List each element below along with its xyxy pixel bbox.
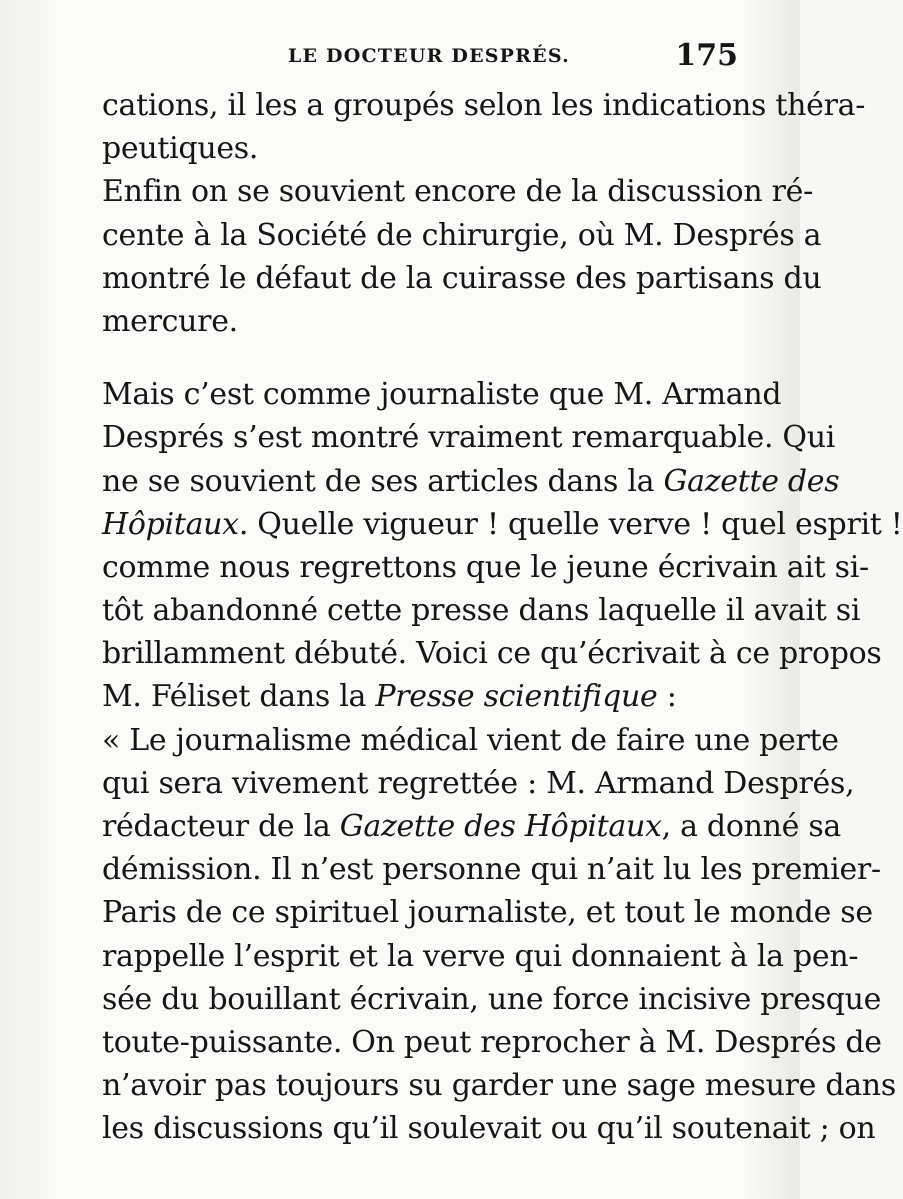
text-line: sée du bouillant écrivain, une force incisive presque xyxy=(102,981,882,1017)
text-line: « Le journalisme médical vient de faire une perte xyxy=(102,722,839,758)
text-line xyxy=(102,805,841,848)
page-number: 175 xyxy=(675,38,738,73)
text-line: Enfin on se souvient encore de la discussion ré- xyxy=(102,174,813,210)
text-run: , a donné sa xyxy=(661,809,841,844)
italic-title: Gazette des Hôpitaux xyxy=(339,809,662,844)
italic-title: Gazette des xyxy=(663,463,840,499)
text-line: Mais c’est comme journaliste que M. Armand xyxy=(102,377,782,413)
text-run: rédacteur de la xyxy=(102,809,340,844)
text-line: Paris de ce spirituel journaliste, et tout le monde se xyxy=(102,895,873,931)
body-text xyxy=(102,84,903,1151)
text-line: qui sera vivement regrettée : M. Armand Després, xyxy=(102,765,855,801)
text-run: . Quelle vigueur ! quelle verve ! quel esprit ! xyxy=(238,506,903,542)
text-line xyxy=(102,460,840,503)
paragraph-gap xyxy=(102,343,752,373)
italic-title: Presse scientifique xyxy=(375,679,658,715)
text-line: toute-puissante. On peut reprocher à M. Després de xyxy=(102,1024,882,1060)
text-line: peutiques. xyxy=(102,131,259,167)
text-run: : xyxy=(657,679,677,715)
text-run: M. Féliset dans la xyxy=(102,679,376,715)
text-line: les discussions qu’il soulevait ou qu’il soutenait ; on xyxy=(102,1111,876,1147)
running-title: LE DOCTEUR DESPRÉS. xyxy=(288,45,570,67)
text-line: cations, il les a groupés selon les indications théra- xyxy=(102,88,866,123)
text-line xyxy=(102,503,903,546)
text-line: cente à la Société de chirurgie, où M. Després a xyxy=(102,217,822,253)
text-line: rappelle l’esprit et la verve qui donnaient à la pen- xyxy=(102,938,859,974)
text-line: Després s’est montré vraiment remarquable. Qui xyxy=(102,420,836,456)
italic-title: Hôpitaux xyxy=(102,506,239,542)
text-line: comme nous regrettons que le jeune écrivain ait si- xyxy=(102,549,869,585)
text-line: brillamment débuté. Voici ce qu’écrivait à ce propos xyxy=(102,636,882,672)
text-line: démission. Il n’est personne qui n’ait lu les premier- xyxy=(102,852,881,888)
text-line: n’avoir pas toujours su garder une sage mesure dans xyxy=(102,1068,896,1104)
text-line: tôt abandonné cette presse dans laquelle il avait si xyxy=(102,593,861,629)
text-line: montré le défaut de la cuirasse des partisans du xyxy=(102,260,822,296)
text-line xyxy=(102,675,752,718)
text-run: ne se souvient de ses articles dans la xyxy=(102,463,664,499)
text-line: mercure. xyxy=(102,303,238,339)
page-header xyxy=(102,36,744,76)
